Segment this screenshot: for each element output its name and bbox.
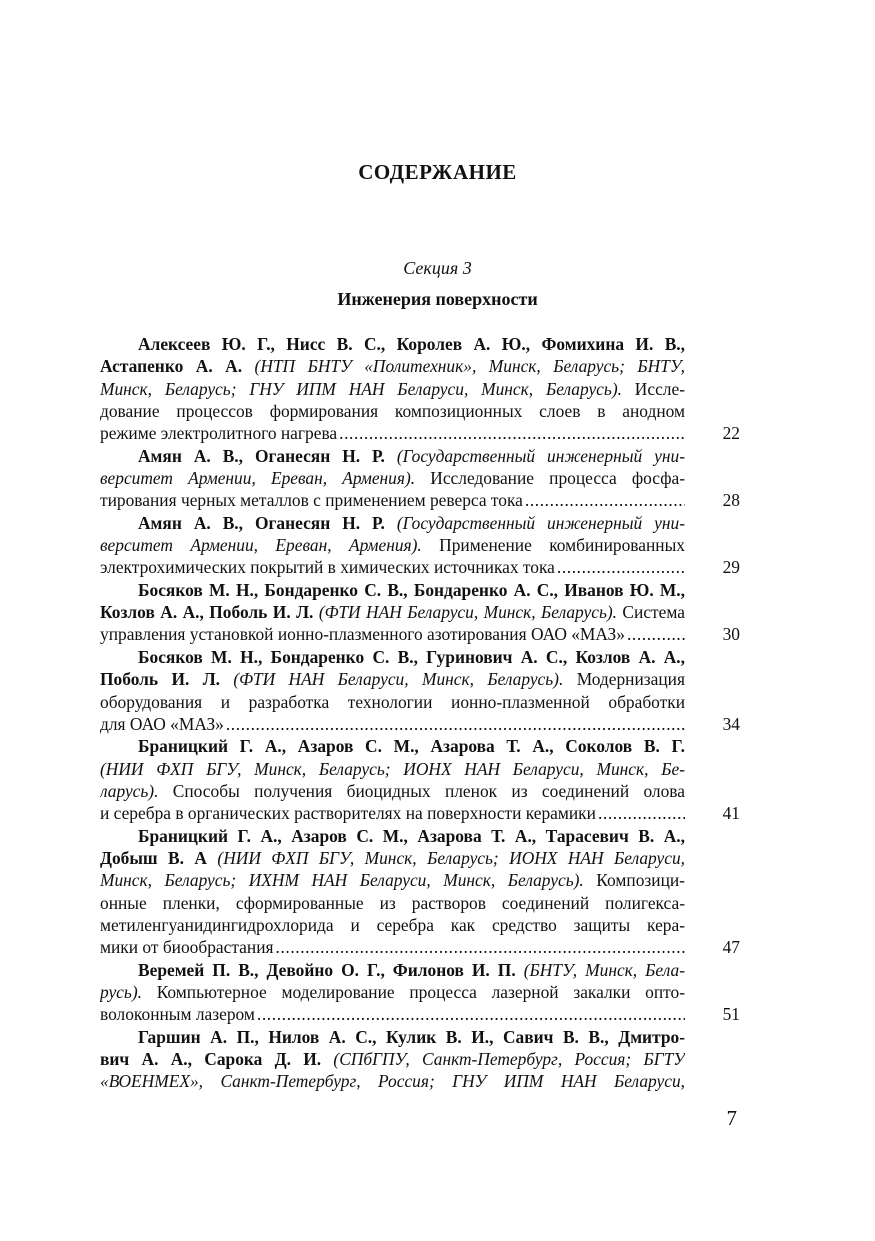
toc-entry-line [100,467,685,489]
toc-entry-text [100,802,596,824]
toc-entry [100,1026,740,1093]
toc-title-text: Применение комбинированных [421,535,685,556]
dot-leader [257,1003,685,1025]
toc-title-text: тирования черных металлов с применением реверса тока [100,490,523,511]
toc-entry-line [100,489,685,511]
toc-title-text: Иссле- [621,378,685,399]
page-number: 7 [726,1106,737,1130]
toc-entry-line [100,1026,685,1048]
toc-affiliation: русь). [100,981,142,1002]
toc-title-text: оборудования и разработка технологии ионно-плазменной обработки [100,691,685,712]
table-of-contents [100,333,740,1093]
toc-entry-line [100,758,685,780]
toc-entry-text [100,713,224,735]
toc-title-text: Композици- [583,870,685,891]
toc-title-text: мики от биообрастания [100,937,274,958]
toc-title-text: режиме электролитного нагрева [100,423,338,444]
toc-entry-line [100,869,685,891]
toc-entry-line [100,422,685,444]
toc-entry-line [100,1048,685,1070]
toc-page-number: 41 [722,803,740,824]
toc-entry [100,646,740,735]
toc-entry-text [100,489,523,511]
toc-authors: Браницкий Г. А., Азаров С. М., Азарова Т. А., Тарасевич В. А., [138,825,685,846]
toc-title-text: дование процессов формирования композиционных слоев в анодном [100,401,685,422]
section-label: Секция 3 [403,258,472,278]
toc-affiliation: (НИИ ФХП БГУ, Минск, Беларусь; ИОНХ НАН Беларуси, [217,847,685,868]
toc-title-text: электрохимических покрытий в химических источниках тока [100,557,555,578]
toc-entry-line [100,646,685,668]
toc-entry-line [100,534,685,556]
toc-entry-line [100,825,685,847]
toc-entry-line [100,892,685,914]
toc-entry-line [100,847,685,869]
toc-affiliation: (БНТУ, Минск, Бела- [523,959,685,980]
toc-entry-line [100,914,685,936]
toc-entry [100,825,740,959]
toc-page-number: 34 [722,713,740,734]
toc-entry-line [100,355,685,377]
toc-page-number: 30 [722,624,740,645]
toc-entry-line [100,333,685,355]
toc-entry-line [100,579,685,601]
toc-title-text: и серебра в органических растворителях на поверхности керамики [100,803,596,824]
toc-entry-text [100,422,337,444]
toc-title-text: Исследование процесса фосфа- [415,468,685,489]
toc-affiliation: Минск, Беларусь; ИХНМ НАН Беларуси, Минск, Беларусь). [100,870,584,891]
toc-title-text: для ОАО «МАЗ» [100,713,224,734]
toc-affiliation: верситет Армении, Ереван, Армения). [100,468,416,489]
toc-page-number: 51 [722,1004,740,1025]
toc-entry [100,445,740,512]
toc-entry-line [100,936,685,958]
dot-leader [226,713,685,735]
toc-entry-line [100,802,685,824]
dot-leader [525,489,685,511]
toc-affiliation: (ФТИ НАН Беларуси, Минск, Беларусь). [318,602,618,623]
toc-entry-line [100,512,685,534]
dot-leader [557,556,685,578]
toc-affiliation: (Государственный инженерный уни- [396,445,685,466]
toc-page-number: 22 [722,423,740,444]
toc-entry [100,959,740,1026]
dot-leader [339,422,685,444]
toc-page-number: 47 [722,937,740,958]
toc-entry-line [100,445,685,467]
toc-affiliation: (НИИ ФХП БГУ, Минск, Беларусь; ИОНХ НАН Беларуси, Минск, Бе- [100,758,685,779]
toc-affiliation: (ФТИ НАН Беларуси, Минск, Беларусь). [233,669,564,690]
toc-affiliation: Минск, Беларусь; ГНУ ИПМ НАН Беларуси, Минск, Беларусь). [100,378,622,399]
dot-leader [598,802,685,824]
toc-title-text: Компьютерное моделирование процесса лазерной закалки опто- [141,981,685,1002]
toc-entry-line [100,981,685,1003]
toc-entry-line [100,735,685,757]
toc-entry-line [100,959,685,981]
toc-entry [100,333,740,445]
page-title: СОДЕРЖАНИЕ [358,160,517,184]
toc-title-text: управления установкой ионно-плазменного азотирования ОАО «МАЗ» [100,624,625,645]
toc-title-text: онные пленки, сформированные из растворов соединений полигекса- [100,892,685,913]
toc-affiliation: (НТП БНТУ «Политехник», Минск, Беларусь; БНТУ, [254,356,685,377]
toc-title-text: Способы получения биоцидных пленок из соединений олова [158,780,685,801]
toc-entry [100,579,740,646]
toc-title-text: волоконным лазером [100,1004,255,1025]
toc-affiliation: верситет Армении, Ереван, Армения). [100,535,422,556]
toc-entry-line [100,1070,685,1092]
toc-entry-text [100,623,625,645]
toc-entry-line [100,1003,685,1025]
toc-affiliation: ларусь). [100,780,159,801]
toc-affiliation: (СПбГПУ, Санкт-Петербург, Россия; БГТУ [333,1049,685,1069]
section-title: Инженерия поверхности [337,289,538,309]
toc-entry-line [100,623,685,645]
toc-affiliation: «ВОЕНМЕХ», Санкт-Петербург, Россия; ГНУ ИПМ НАН Беларуси, [100,1071,685,1092]
toc-page-number: 28 [722,490,740,511]
dot-leader [276,936,686,958]
toc-entry-text [100,936,274,958]
toc-authors: Браницкий Г. А., Азаров С. М., Азарова Т. А., Соколов В. Г. [138,736,685,757]
toc-authors: Веремей П. В., Девойно О. Г., Филонов И. П. [138,959,524,980]
toc-authors: вич А. А., Сарока Д. И. [100,1049,334,1069]
toc-entry-line [100,691,685,713]
toc-authors: Босяков М. Н., Бондаренко С. В., Гуринович А. С., Козлов А. А., [138,646,685,667]
dot-leader [627,623,685,645]
toc-authors: Алексеев Ю. Г., Нисс В. С., Королев А. Ю., Фомихина И. В., [138,334,685,354]
toc-title-text: Модернизация [563,669,685,690]
toc-entry-line [100,780,685,802]
toc-entry-line [100,601,685,623]
toc-authors: Гаршин А. П., Нилов А. С., Кулик В. И., Савич В. В., Дмитро- [138,1026,685,1047]
toc-entry-line [100,668,685,690]
toc-affiliation: (Государственный инженерный уни- [396,512,685,533]
toc-entry-line [100,378,685,400]
toc-entry-line [100,556,685,578]
toc-entry-text [100,1003,255,1025]
toc-entry-line [100,400,685,422]
toc-entry-text [100,556,555,578]
toc-authors: Добыш В. А [100,847,218,868]
toc-authors: Амян А. В., Оганесян Н. Р. [138,445,397,466]
toc-authors: Астапенко А. А. [100,356,255,377]
toc-page-number: 29 [722,557,740,578]
toc-title-text: Система [617,602,685,623]
toc-entry-line [100,713,685,735]
toc-title-text: метиленгуанидингидрохлорида и серебра как средство защиты кера- [100,914,685,935]
toc-authors: Поболь И. Л. [100,669,234,690]
toc-entry [100,735,740,824]
toc-authors: Амян А. В., Оганесян Н. Р. [138,512,397,533]
toc-authors: Босяков М. Н., Бондаренко С. В., Бондаренко А. С., Иванов Ю. М., [138,579,685,600]
toc-entry [100,512,740,579]
toc-authors: Козлов А. А., Поболь И. Л. [100,602,319,623]
